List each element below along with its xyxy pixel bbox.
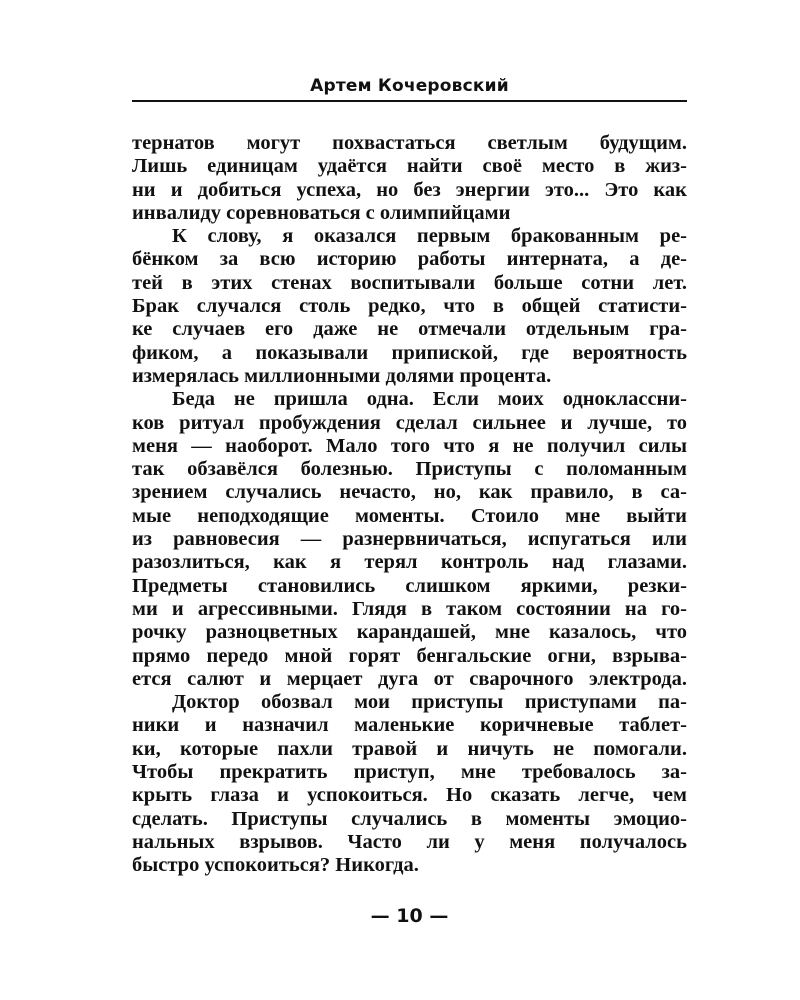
text-line: меня — наоборот. Мало того что я не получил силы (132, 434, 687, 457)
text-line: разозлиться, как я терял контроль над глазами. (132, 551, 687, 574)
header-rule (132, 100, 687, 102)
text-line: нальных взрывов. Часто ли у меня получалось (132, 830, 687, 853)
running-title: Артем Кочеровский (310, 76, 509, 96)
text-line: ется салют и мерцает дуга от сварочного электрода. (132, 667, 687, 690)
text-line: измерялась миллионными долями процента. (132, 364, 552, 387)
text-line: ки, которые пахли травой и ничуть не помогали. (132, 737, 687, 760)
text-line: ми и агрессивными. Глядя в таком состоянии на го- (132, 597, 687, 620)
text-line: Брак случался столь редко, что в общей статисти- (132, 295, 687, 318)
body-text (132, 132, 687, 878)
text-line: ков ритуал пробуждения сделал сильнее и лучше, то (132, 411, 687, 434)
text-line: инвалиду соревноваться с олимпийцами (132, 201, 511, 224)
text-line: быстро успокоиться? Никогда. (132, 854, 419, 877)
text-line: так обзавёлся болезнью. Приступы с поломанным (132, 458, 687, 481)
text-line: Предметы становились слишком яркими, резки- (132, 574, 687, 597)
text-line: Лишь единицам удаётся найти своё место в жиз- (132, 155, 687, 178)
text-line: ники и назначил маленькие коричневые таблет- (132, 714, 687, 737)
page-number: — 10 — (370, 905, 449, 927)
text-line: прямо передо мной горят бенгальские огни, взрыва- (132, 644, 687, 667)
text-line: Доктор обозвал мои приступы приступами па- (172, 691, 687, 714)
text-line: крыть глаза и успокоиться. Но сказать легче, чем (132, 784, 687, 807)
text-line: зрением случались нечасто, но, как правило, в са- (132, 481, 687, 504)
text-line: ке случаев его даже не отмечали отдельным гра- (132, 318, 687, 341)
text-line: мые неподходящие моменты. Стоило мне выйти (132, 504, 687, 527)
text-line: тернатов могут похвастаться светлым будущим. (132, 132, 687, 154)
text-line: тей в этих стенах воспитывали больше сотни лет. (132, 271, 687, 294)
text-line: Чтобы прекратить приступ, мне требовалось за- (132, 761, 687, 784)
text-line: рочку разноцветных карандашей, мне казалось, что (132, 621, 687, 644)
text-line: из равновесия — разнервничаться, испугаться или (132, 528, 687, 551)
text-line: Беда не пришла одна. Если моих одноклассни- (172, 388, 687, 411)
text-line: сделать. Приступы случались в моменты эмоцио- (132, 807, 687, 830)
text-line: фиком, а показывали припиской, где вероятность (132, 341, 687, 364)
text-line: ни и добиться успеха, но без энергии это... Это как (132, 178, 687, 201)
text-line: К слову, я оказался первым бракованным ре- (172, 225, 687, 248)
text-line: бёнком за всю историю работы интерната, а де- (132, 248, 687, 271)
